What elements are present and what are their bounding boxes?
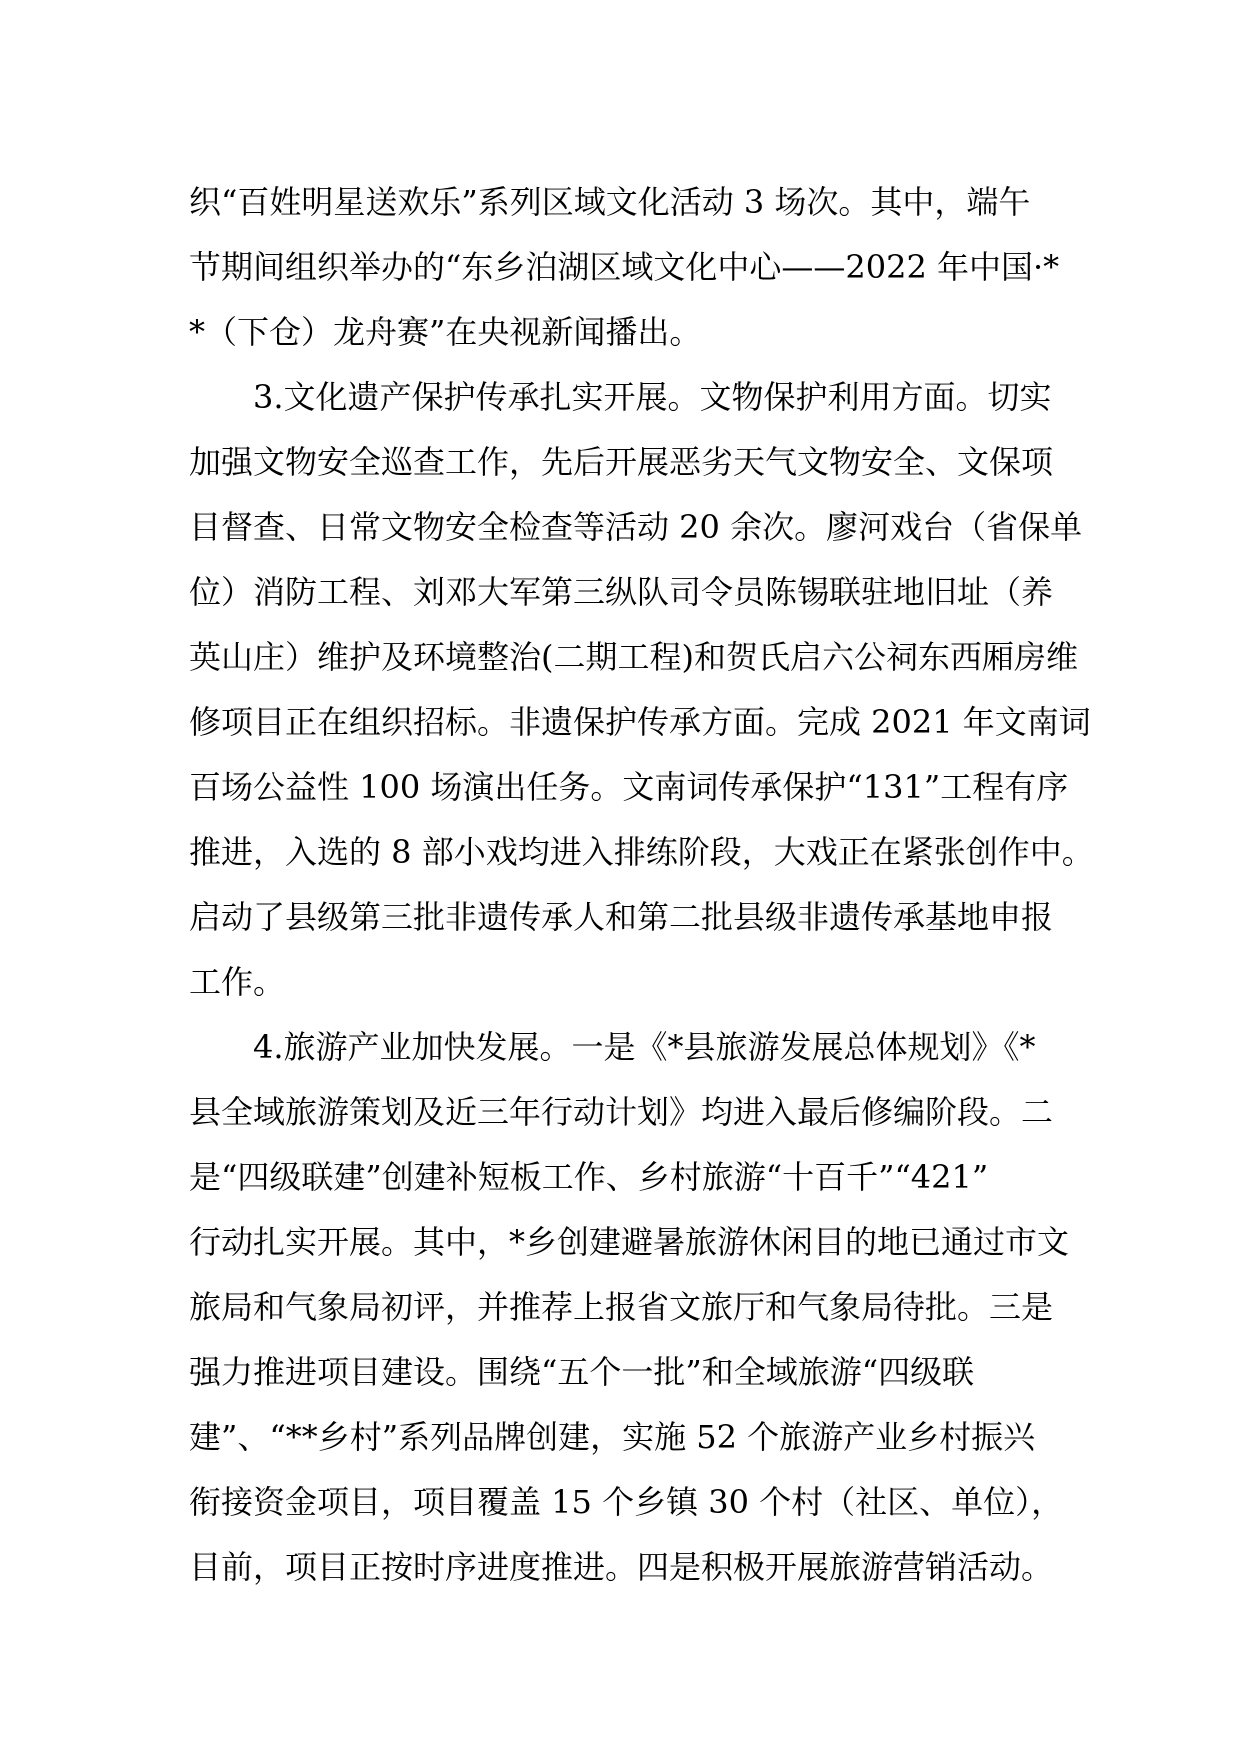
text-line: 工作。 [189,963,286,1001]
text-line: 旅局和气象局初评，并推荐上报省文旅厅和气象局待批。三是 [189,1288,1054,1326]
text-line: *（下仓）龙舟赛”在央视新闻播出。 [189,313,702,351]
text-line: 加强文物安全巡查工作，先后开展恶劣天气文物安全、文保项 [189,443,1054,481]
text-line: 推进，入选的 8 部小戏均进入排练阶段，大戏正在紧张创作中。 [189,833,1094,871]
text-line: 位）消防工程、刘邓大军第三纵队司令员陈锡联驻地旧址（养 [189,573,1054,611]
text-line: 修项目正在组织招标。非遗保护传承方面。完成 2021 年文南词 [189,703,1091,741]
text-line: 县全域旅游策划及近三年行动计划》均进入最后修编阶段。二 [189,1093,1054,1131]
text-line: 目督查、日常文物安全检查等活动 20 余次。廖河戏台（省保单 [189,508,1083,546]
text-line: 目前，项目正按时序进度推进。四是积极开展旅游营销活动。 [189,1548,1054,1586]
text-line: 强力推进项目建设。围绕“五个一批”和全域旅游“四级联 [189,1353,975,1391]
text-line: 衔接资金项目，项目覆盖 15 个乡镇 30 个村（社区、单位）， [189,1483,1064,1521]
text-line: 百场公益性 100 场演出任务。文南词传承保护“131”工程有序 [189,768,1069,806]
text-line: 节期间组织举办的“东乡泊湖区域文化中心——2022 年中国·* [189,248,1060,286]
paragraph-heading-line: 3.文化遗产保护传承扎实开展。文物保护利用方面。切实 [253,378,1052,416]
text-line: 织“百姓明星送欢乐”系列区域文化活动 3 场次。其中，端午 [189,183,1031,221]
text-line: 建”、“**乡村”系列品牌创建，实施 52 个旅游产业乡村振兴 [189,1418,1036,1456]
text-line: 英山庄）维护及环境整治(二期工程)和贺氏启六公祠东西厢房维 [189,638,1078,676]
paragraph-heading-line: 4.旅游产业加快发展。一是《*县旅游发展总体规划》《* [253,1028,1036,1066]
document-body [189,170,1094,1600]
text-line: 是“四级联建”创建补短板工作、乡村旅游“十百千”“421” [189,1158,989,1196]
text-line: 行动扎实开展。其中，*乡创建避暑旅游休闲目的地已通过市文 [189,1223,1070,1261]
text-line: 启动了县级第三批非遗传承人和第二批县级非遗传承基地申报 [189,898,1054,936]
